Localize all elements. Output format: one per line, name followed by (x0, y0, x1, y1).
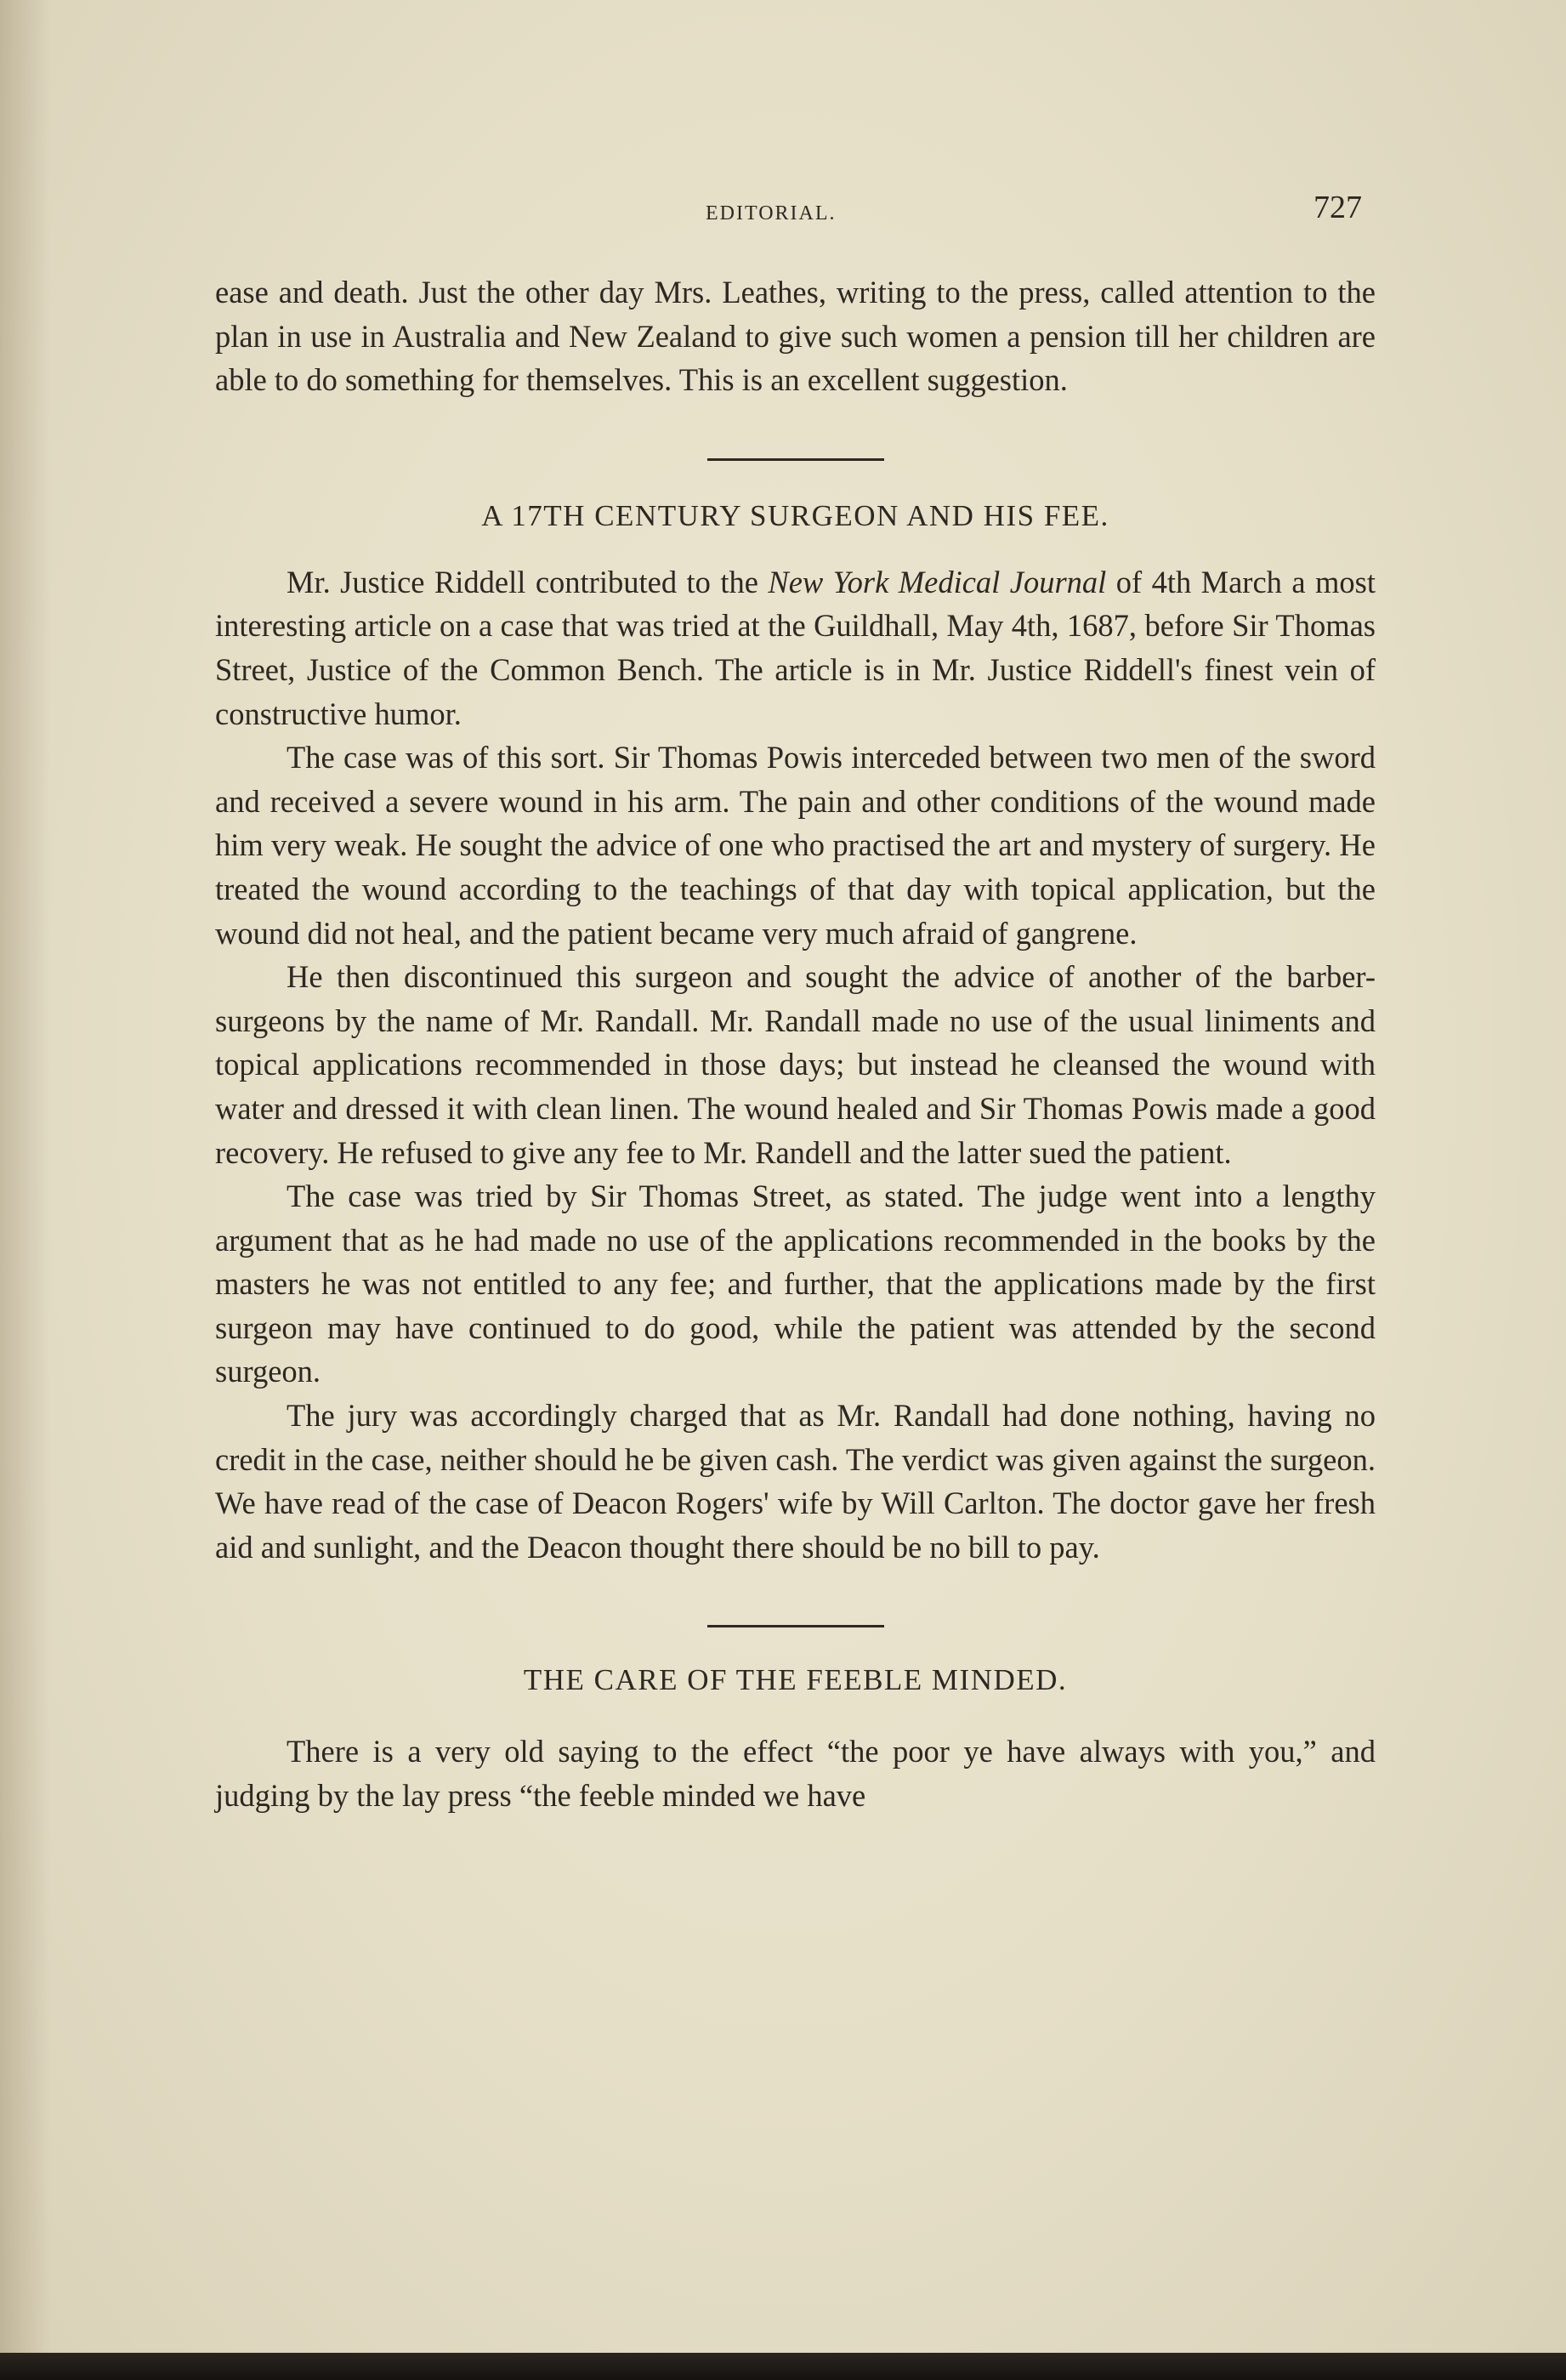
text-column (215, 270, 1376, 1818)
section-divider (707, 458, 884, 461)
article1-paragraph-3: He then discontinued this surgeon and sought the advice of another of the barber-surgeons by the name of Mr. Randall. Mr. Randall made no use of the usual liniments and topical applications recommended in those days; but instead he cleansed the wound with water and dressed it with clean linen. The wound healed and Sir Thomas Powis made a good recovery. He refused to give any fee to Mr. Randell and the latter sued the patient. (215, 959, 1376, 1170)
scan-bottom-edge (0, 2353, 1566, 2380)
journal-title: New York Medical Journal (768, 564, 1107, 599)
p1-text-after: of 4th March a most interesting article on a case that was tried at the Guildhall, May 4th, 1687, before Sir Thomas Street, Justice of the Common Bench. The article is in Mr. Justice Riddell's finest vein of constructive humor. (215, 564, 1376, 731)
article-heading-feeble-minded: THE CARE OF THE FEEBLE MINDED. (523, 1663, 1068, 1697)
page-number: 727 (1314, 190, 1362, 225)
article2-paragraph-1: There is a very old saying to the effect “the poor ye have always with you,” and judging by the lay press “the feeble minded we have (215, 1734, 1376, 1814)
page-edge-shadow (0, 0, 51, 2380)
running-head: EDITORIAL. (706, 202, 837, 224)
article1-paragraph-1 (215, 560, 1376, 736)
article1-paragraph-4: The case was tried by Sir Thomas Street, as stated. The judge went into a lengthy argument that as he had made no use of the applications recommended in the books by the masters he was not entitled to any fee; and further, that the applications made by the first surgeon may have continued to do good, while the patient was attended by the second surgeon. (215, 1179, 1376, 1389)
p1-text-before: Mr. Justice Riddell contributed to the (287, 564, 769, 599)
section-divider (707, 1625, 884, 1627)
article1-paragraph-2: The case was of this sort. Sir Thomas Powis interceded between two men of the sword and received a severe wound in his arm. The pain and other conditions of the wound made him very weak. He sought the advice of one who practised the art and mystery of surgery. He treated the wound according to the teachings of that day with topical application, but the wound did not heal, and the patient became very much afraid of gangrene. (215, 740, 1376, 951)
article-heading-surgeon-fee: A 17TH CENTURY SURGEON AND HIS FEE. (481, 498, 1109, 532)
article1-paragraph-5: The jury was accordingly charged that as Mr. Randall had done nothing, having no credit in the case, neither should he be given cash. The verdict was given against the surgeon. We have read of the case of Deacon Rogers' wife by Will Carlton. The doctor gave her fresh aid and sunlight, and the Deacon thought there should be no bill to pay. (215, 1398, 1376, 1565)
intro-paragraph: ease and death. Just the other day Mrs. Leathes, writing to the press, called attention to the plan in use in Australia and New Zealand to give such women a pension till her children are able to do something for themselves. This is an excellent suggestion. (215, 275, 1376, 398)
